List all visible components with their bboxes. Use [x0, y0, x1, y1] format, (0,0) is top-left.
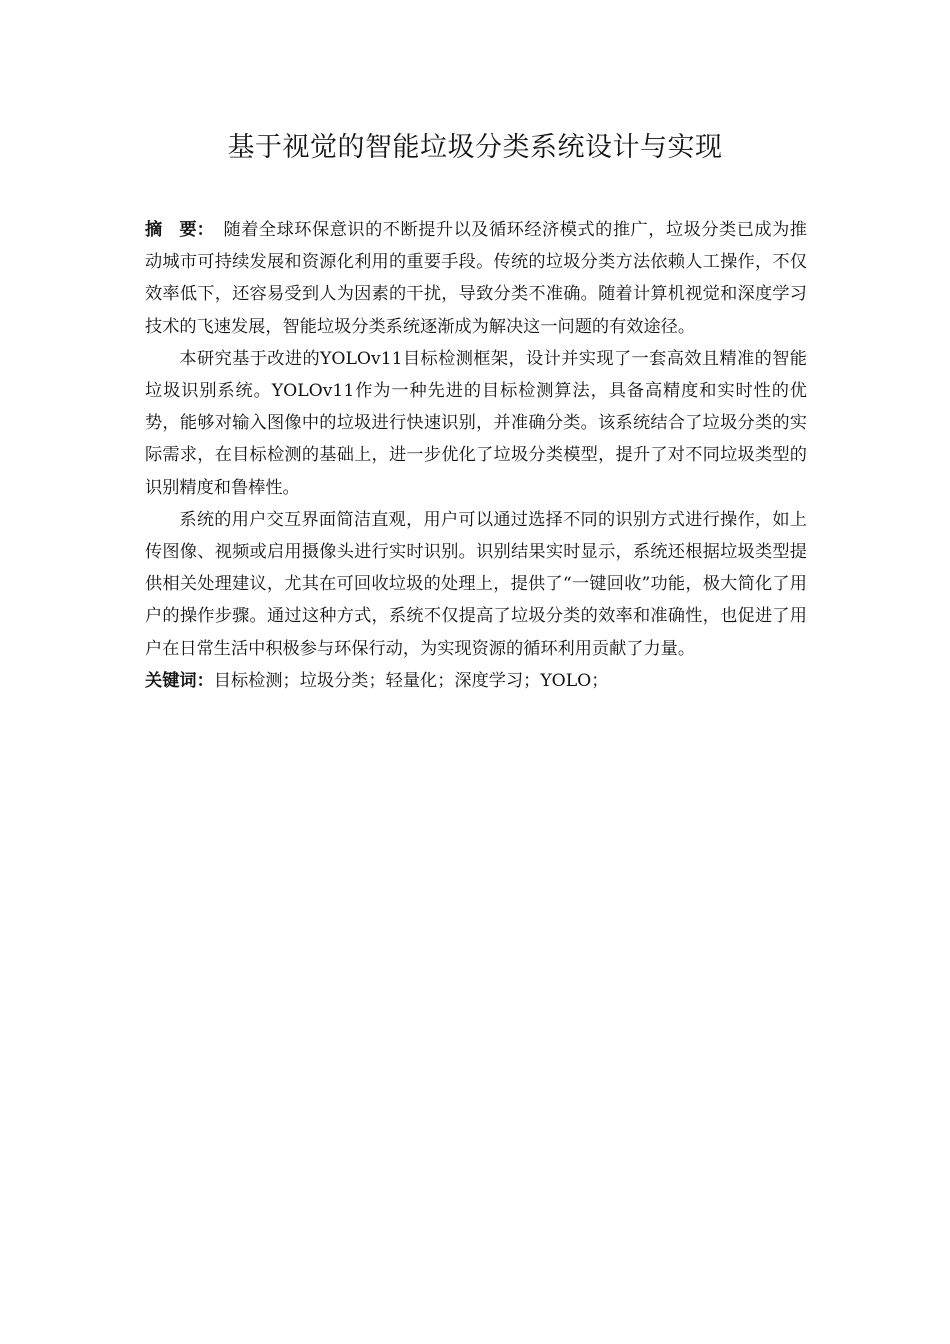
abstract-section: [145, 214, 807, 697]
keywords-line: [145, 665, 807, 697]
abstract-label: 摘 要：: [145, 220, 214, 240]
abstract-paragraph-3: 系统的用户交互界面简洁直观，用户可以通过选择不同的识别方式进行操作，如上传图像、视频或启用摄像头进行实时识别。识别结果实时显示，系统还根据垃圾类型提供相关处理建议，尤其在可回收垃圾的处理上，提供了“一键回收”功能，极大简化了用户的操作步骤。通过这种方式，系统不仅提高了垃圾分类的效率和准确性，也促进了用户在日常生活中积极参与环保行动，为实现资源的循环利用贡献了力量。: [145, 509, 807, 659]
keywords-label: 关键词：: [145, 670, 214, 691]
paper-title: 基于视觉的智能垃圾分类系统设计与实现: [227, 132, 723, 163]
abstract-paragraph-1: [145, 214, 807, 343]
keywords-text: 目标检测；垃圾分类；轻量化；深度学习；YOLO；: [213, 670, 609, 691]
abstract-paragraph-1-text: 随着全球环保意识的不断提升以及循环经济模式的推广，垃圾分类已成为推动城市可持续发展和资源化利用的重要手段。传统的垃圾分类方法依赖人工操作，不仅效率低下，还容易受到人为因素的干扰，导致分类不准确。随着计算机视觉和深度学习技术的飞速发展，智能垃圾分类系统逐渐成为解决这一问题的有效途径。: [145, 220, 807, 337]
abstract-paragraph-2: 本研究基于改进的YOLOv11目标检测框架，设计并实现了一套高效且精准的智能垃圾识别系统。YOLOv11作为一种先进的目标检测算法，具备高精度和实时性的优势，能够对输入图像中的垃圾进行快速识别，并准确分类。该系统结合了垃圾分类的实际需求，在目标检测的基础上，进一步优化了垃圾分类模型，提升了对不同垃圾类型的识别精度和鲁棒性。: [145, 348, 807, 498]
